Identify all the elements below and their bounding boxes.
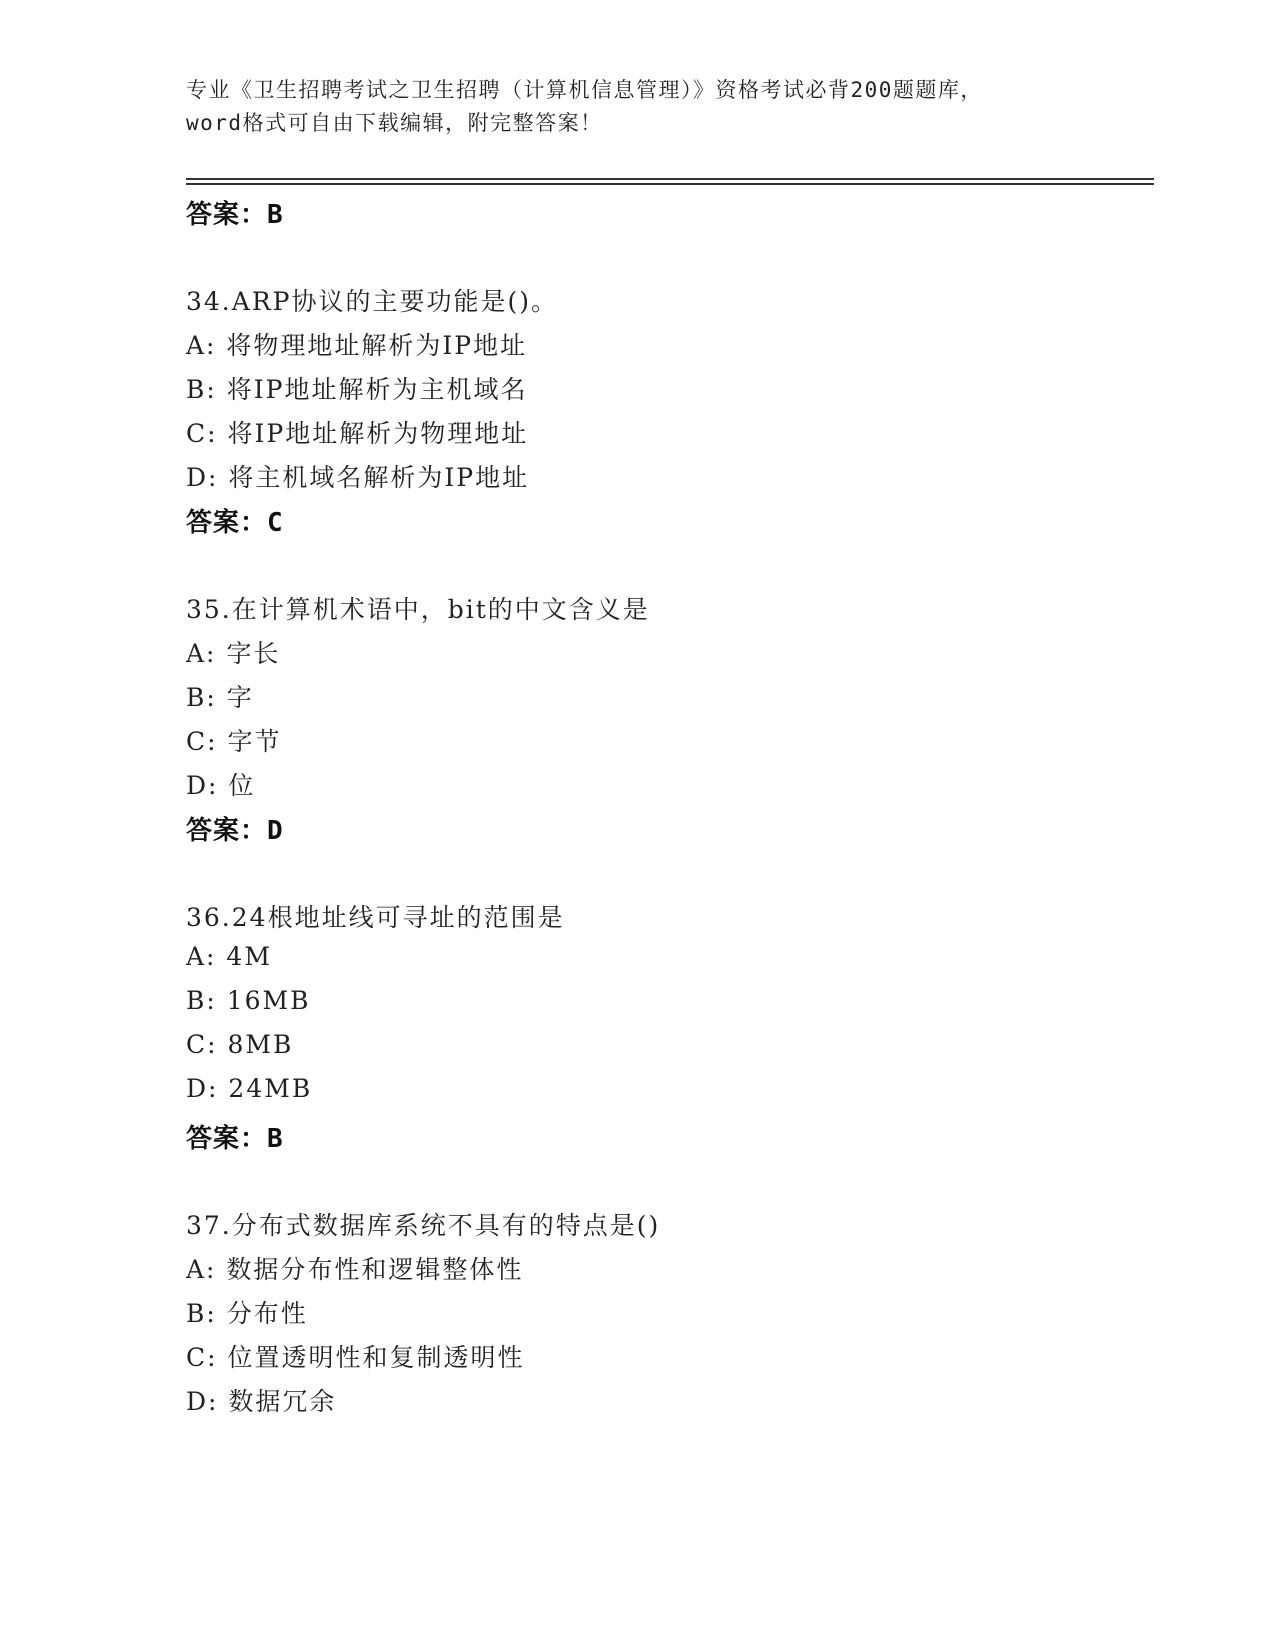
header-rule-top bbox=[186, 178, 1154, 180]
question-37: 37.分布式数据库系统不具有的特点是() bbox=[186, 1211, 661, 1240]
option-35-d: D: 位 bbox=[186, 771, 256, 800]
option-36-a: A: 4M bbox=[186, 942, 272, 971]
option-37-d: D: 数据冗余 bbox=[186, 1387, 337, 1416]
answer-35: 答案：D bbox=[186, 816, 284, 846]
option-36-d: D: 24MB bbox=[186, 1074, 313, 1103]
option-34-b: B: 将IP地址解析为主机域名 bbox=[186, 375, 528, 404]
answer-34: 答案：C bbox=[186, 508, 284, 538]
option-35-c: C: 字节 bbox=[186, 727, 282, 756]
header-line-1: 专业《卫生招聘考试之卫生招聘（计算机信息管理）》资格考试必背200题题库， bbox=[186, 78, 983, 102]
option-37-b: B: 分布性 bbox=[186, 1299, 308, 1328]
option-34-c: C: 将IP地址解析为物理地址 bbox=[186, 419, 529, 448]
option-37-c: C: 位置透明性和复制透明性 bbox=[186, 1343, 525, 1372]
document-header bbox=[186, 74, 1086, 140]
answer-36: 答案：B bbox=[186, 1124, 284, 1154]
option-37-a: A: 数据分布性和逻辑整体性 bbox=[186, 1255, 524, 1284]
option-34-a: A: 将物理地址解析为IP地址 bbox=[186, 331, 528, 360]
header-line-2: word格式可自由下载编辑，附完整答案！ bbox=[186, 111, 603, 135]
option-35-b: B: 字 bbox=[186, 683, 254, 712]
header-rule-bottom bbox=[186, 183, 1154, 185]
answer-line: 答案：B bbox=[186, 200, 284, 230]
option-36-c: C: 8MB bbox=[186, 1030, 294, 1059]
option-36-b: B: 16MB bbox=[186, 986, 311, 1015]
option-34-d: D: 将主机域名解析为IP地址 bbox=[186, 463, 530, 492]
question-36: 36.24根地址线可寻址的范围是 bbox=[186, 903, 565, 932]
question-34: 34.ARP协议的主要功能是()。 bbox=[186, 287, 558, 316]
question-35: 35.在计算机术语中，bit的中文含义是 bbox=[186, 595, 650, 624]
option-35-a: A: 字长 bbox=[186, 639, 281, 668]
